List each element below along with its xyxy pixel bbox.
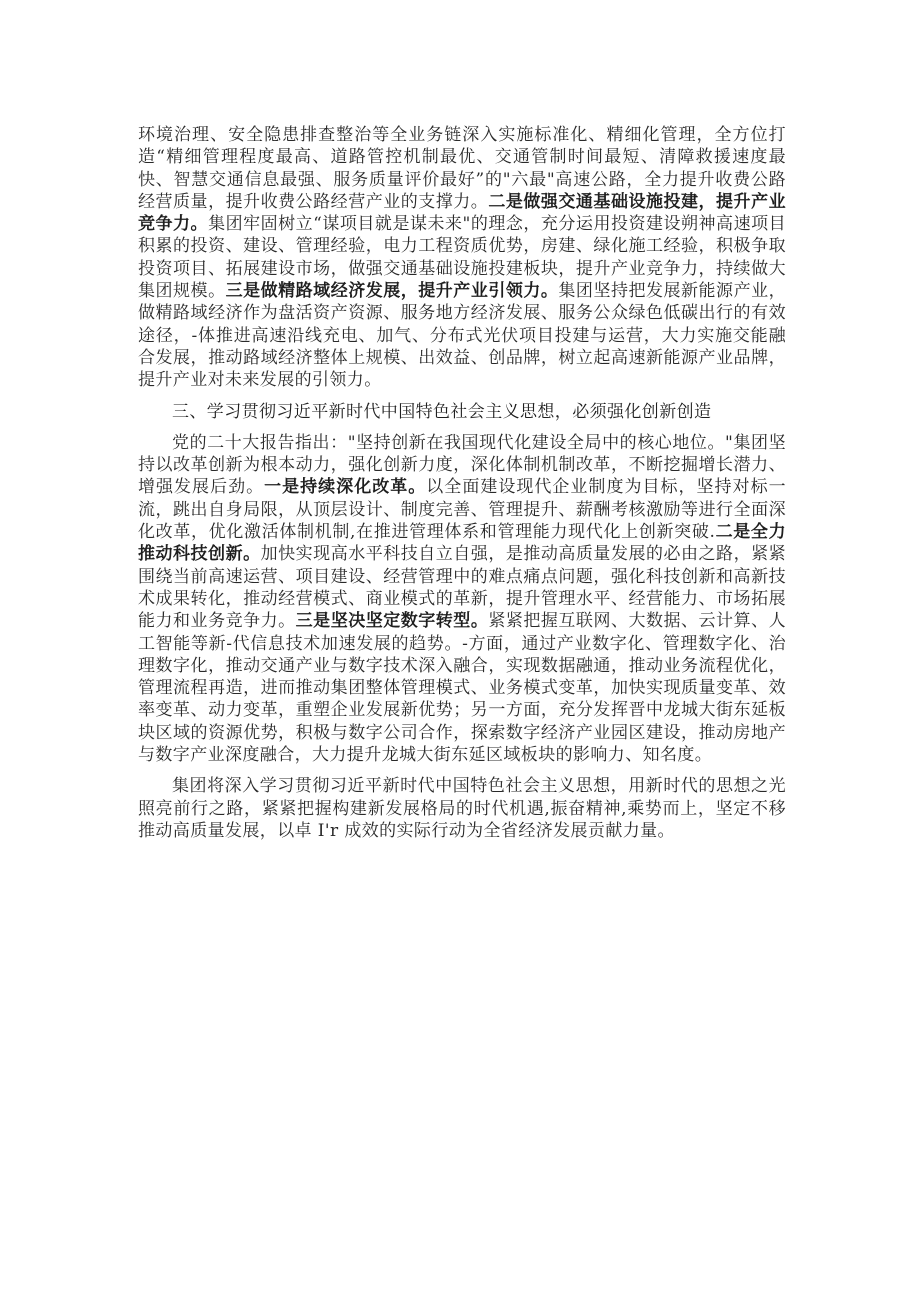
section-heading-innovation: 三、学习贯彻习近平新时代中国特色社会主义思想，必须强化创新创造	[172, 401, 712, 422]
bold-point-reform: 一是持续深化改革。	[264, 477, 427, 498]
paragraph-text: 集团坚持把发展新能源产业，做精路域经济作为盘活资产资源、服务地方经济发展、服务公众绿色低碳出行的有效途径，-体推进高速沿线充电、加气、分布式光伏项目投建与运营，大力实施交能融合发展，推动路域经济整体上规模、出效益、创品牌，树立起高速新能源产业品牌，提升产业对未来发展的引领力。	[138, 281, 787, 391]
paragraph-innovation	[138, 432, 786, 766]
bold-point-technology: 二是全力推动科技创新。	[138, 522, 786, 565]
paragraph-text: 紧紧把握互联网、大数据、云计算、人工智能等新-代信息技术加速发展的趋势。-方面，通过产业数字化、管理数字化、治理数字化，推动交通产业与数字技术深入融合，实现数据融通，推动业务流程优化，管理流程再造，进而推动集团整体管理模式、业务模式变革，加快实现质量变革、效率变革、动力变革，重塑企业发展新优势；另一方面，充分发挥晋中龙城大街东延板块区域的资源优势，积极与数字公司合作，探索数字经济产业园区建设，推动房地产与数字产业深度融合，大力提升龙城大街东延区域板块的影响力、知名度。	[138, 611, 786, 766]
paragraph-road-operations	[138, 124, 786, 392]
bold-point-infrastructure: 二是做强交通基础设施投建，提升产业竞争力。	[138, 191, 786, 235]
paragraph-text: 环境治理、安全隐患排查整治等全业务链深入实施标准化、精细化管理，全方位打造“精细管理程度最高、道路管控机制最优、交通管制时间最短、清障救援速度最快、智慧交通信息最强、服务质量评价最好”的"六最"高速公路，全力提升收费公路经营质量，提升收费公路经营产业的支撑力。	[138, 125, 786, 212]
bold-point-digital: 三是坚决坚定数字转型。	[295, 611, 489, 632]
paragraph-conclusion: 集团将深入学习贯彻习近平新时代中国特色社会主义思想，用新时代的思想之光照亮前行之路，紧紧把握构建新发展格局的时代机遇,振奋精神,乘势而上，坚定不移推动高质量发展，以卓 I'r 成效的实际行动为全省经济发展贡献力量。	[138, 776, 786, 841]
bold-point-road-economy: 三是做精路域经济发展，提升产业引领力。	[225, 281, 559, 302]
paragraph-text: 党的二十大报告指出："坚持创新在我国现代化建设全局中的核心地位。"集团坚持以改革创新为根本动力，强化创新力度，深化体制机制改革，不断挖掘增长潜力、增强发展后劲。	[138, 432, 786, 498]
paragraph-text: 加快实现高水平科技自立自强，是推动高质量发展的必由之路，紧紧围绕当前高速运营、项目建设、经营管理中的难点痛点问题，强化科技创新和高新技术成果转化，推动经营模式、商业模式的革新，提升管理水平、经营能力、市场拓展能力和业务竞争力。	[138, 544, 786, 632]
paragraph-text: 集团牢固树立“谋项目就是谋未来"的理念，充分运用投资建设朔神高速项目积累的投资、建设、管理经验，电力工程资质优势，房建、绿化施工经验，积极争取投资项目、拓展建设市场，做强交通基础设施投建板块，提升产业竞争力，持续做大集团规模。	[138, 214, 787, 302]
paragraph-text: 以全面建设现代企业制度为目标，坚持对标一流，跳出自身局限，从顶层设计、制度完善、管理提升、薪酬考核激励等进行全面深化改革，优化激活体制机制,在推进管理体系和管理能力现代化上创新突破.	[138, 477, 786, 543]
document-body	[138, 124, 786, 842]
